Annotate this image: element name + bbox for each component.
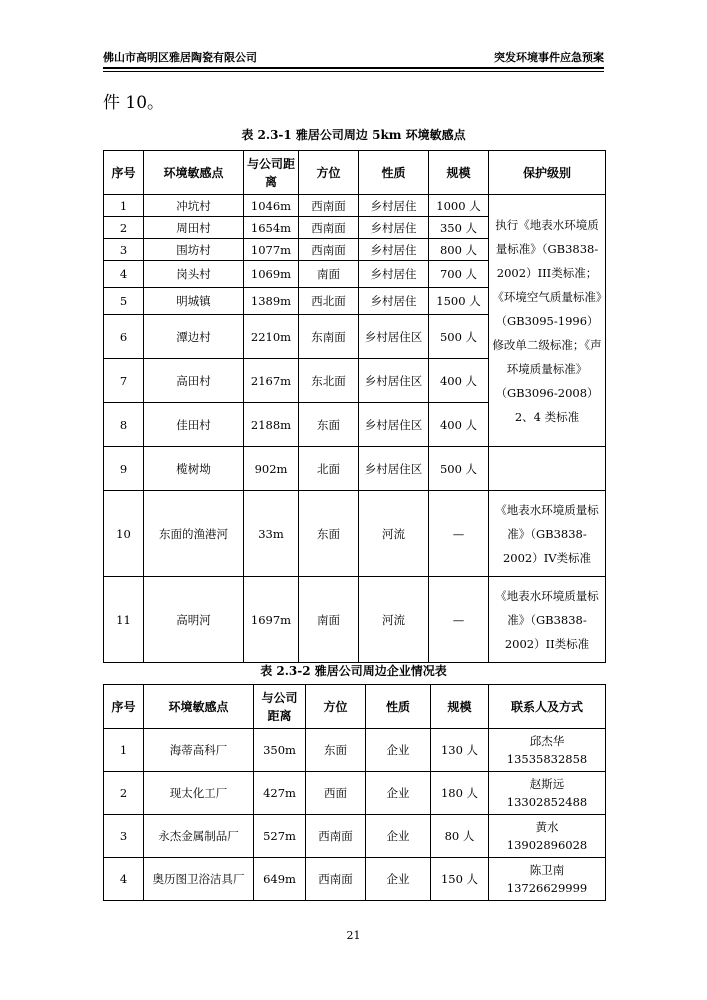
table2-header: 规模 [431, 685, 489, 729]
page-header [103, 49, 604, 65]
contact-phone: 13535832858 [506, 752, 588, 766]
table1-header: 与公司距离 [244, 151, 299, 195]
table1-cell: 北面 [299, 447, 359, 491]
table1-cell: 1697m [244, 577, 299, 663]
table2-header: 联系人及方式 [489, 685, 606, 729]
table1-cell: 南面 [299, 261, 359, 288]
table1-cell: 乡村居住 [359, 288, 429, 315]
table1-cell: 1077m [244, 239, 299, 261]
table1-caption: 表 2.3-1 雅居公司周边 5km 环境敏感点 [241, 128, 466, 142]
table1-cell: 河流 [359, 491, 429, 577]
table1-cell: 围坊村 [144, 239, 244, 261]
table1-cell: 东北面 [299, 359, 359, 403]
table1-cell: 400 人 [429, 359, 489, 403]
table1-cell: 1389m [244, 288, 299, 315]
table2-cell: 1 [104, 729, 144, 772]
table1-header: 方位 [299, 151, 359, 195]
table1-cell: 乡村居住区 [359, 359, 429, 403]
table2-cell: 150 人 [431, 858, 489, 901]
table1-cell: 东南面 [299, 315, 359, 359]
protection-level-cell: 执行《地表水环境质量标准》（GB3838-2002）III类标准；《环境空气质量标准》（GB3095-1996）修改单二级标准；《声环境质量标准》（GB3096-2008）2、4 类标准 [489, 195, 606, 447]
table2-header: 性质 [366, 685, 431, 729]
table1-cell: 西南面 [299, 217, 359, 239]
table2-cell: 企业 [366, 815, 431, 858]
table1-cell: 乡村居住区 [359, 447, 429, 491]
table1-cell: 1000 人 [429, 195, 489, 217]
table1-cell: 岗头村 [144, 261, 244, 288]
table1-cell: 乡村居住区 [359, 403, 429, 447]
table1-cell: 南面 [299, 577, 359, 663]
table1-cell: 2 [104, 217, 144, 239]
table1-cell: 6 [104, 315, 144, 359]
contact-cell [489, 858, 606, 901]
table1-cell: 东面的渔港河 [144, 491, 244, 577]
table2-cell: 奥历图卫浴洁具厂 [144, 858, 254, 901]
table1-header: 保护级别 [489, 151, 606, 195]
table1-cell: — [429, 491, 489, 577]
table1-cell: 902m [244, 447, 299, 491]
protection-level-cell: 《地表水环境质量标准》（GB3838-2002）IV类标准 [489, 491, 606, 577]
table2-cell: 2 [104, 772, 144, 815]
header-doc-title: 突发环境事件应急预案 [494, 51, 604, 64]
table2-cell: 企业 [366, 729, 431, 772]
contact-name: 赵斯远 [529, 777, 565, 791]
contact-name: 黄水 [535, 820, 559, 834]
table1-header: 环境敏感点 [144, 151, 244, 195]
table1-cell: 高田村 [144, 359, 244, 403]
table1-header: 性质 [359, 151, 429, 195]
table1-cell: 西北面 [299, 288, 359, 315]
table2-cell: 180 人 [431, 772, 489, 815]
table2-cell: 350m [254, 729, 306, 772]
table1-cell: 2167m [244, 359, 299, 403]
table2-cell: 东面 [306, 729, 366, 772]
table2-header: 环境敏感点 [144, 685, 254, 729]
table2-cell: 80 人 [431, 815, 489, 858]
table2-cell: 海蒂高科厂 [144, 729, 254, 772]
table1-cell: 乡村居住 [359, 239, 429, 261]
table1-cell: 榄树坳 [144, 447, 244, 491]
table2-cell: 现太化工厂 [144, 772, 254, 815]
table1-cell: 1046m [244, 195, 299, 217]
table-row [104, 772, 606, 815]
table1-cell: 乡村居住区 [359, 315, 429, 359]
table2-cell: 西面 [306, 772, 366, 815]
nearby-enterprises-table [103, 684, 606, 901]
table2-header: 方位 [306, 685, 366, 729]
table1-cell: 周田村 [144, 217, 244, 239]
table1-cell: 东面 [299, 491, 359, 577]
table-row [104, 729, 606, 772]
table2-cell: 3 [104, 815, 144, 858]
table1-cell: 10 [104, 491, 144, 577]
table1-header: 序号 [104, 151, 144, 195]
table1-cell: 高明河 [144, 577, 244, 663]
table2-cell: 企业 [366, 858, 431, 901]
table2-cell: 649m [254, 858, 306, 901]
table-row [104, 447, 606, 491]
table2-cell: 永杰金属制品厂 [144, 815, 254, 858]
table1-cell: 9 [104, 447, 144, 491]
table1-header: 规模 [429, 151, 489, 195]
contact-phone: 13726629999 [506, 881, 588, 895]
table-row [104, 815, 606, 858]
table-row [104, 858, 606, 901]
contact-name: 陈卫南 [529, 863, 565, 877]
table1-cell: 1069m [244, 261, 299, 288]
table2-caption: 表 2.3-2 雅居公司周边企业情况表 [260, 664, 447, 678]
table2-cell: 130 人 [431, 729, 489, 772]
table-row [104, 491, 606, 577]
table1-cell: 2210m [244, 315, 299, 359]
table1-cell: 4 [104, 261, 144, 288]
table1-cell: 3 [104, 239, 144, 261]
contact-cell [489, 815, 606, 858]
table1-cell: 800 人 [429, 239, 489, 261]
table1-cell: 乡村居住 [359, 195, 429, 217]
table1-cell: 1 [104, 195, 144, 217]
table1-cell: 11 [104, 577, 144, 663]
table1-cell: 350 人 [429, 217, 489, 239]
table1-cell: 2188m [244, 403, 299, 447]
table1-cell: 明城镇 [144, 288, 244, 315]
table2-cell: 4 [104, 858, 144, 901]
table-row [104, 195, 606, 217]
table2-header: 序号 [104, 685, 144, 729]
contact-phone: 13302852488 [506, 795, 588, 809]
table1-cell: 乡村居住 [359, 217, 429, 239]
contact-cell [489, 729, 606, 772]
table1-cell: 西南面 [299, 239, 359, 261]
table2-header-row [104, 685, 606, 729]
table1-cell: 佳田村 [144, 403, 244, 447]
table1-cell: 东面 [299, 403, 359, 447]
table2-cell: 企业 [366, 772, 431, 815]
empty-cell [489, 447, 606, 491]
header-rule-thin [103, 71, 604, 72]
table-row [104, 577, 606, 663]
table1-cell: 河流 [359, 577, 429, 663]
table2-cell: 527m [254, 815, 306, 858]
page-number: 21 [346, 929, 361, 942]
table1-cell: 700 人 [429, 261, 489, 288]
sensitive-points-table [103, 150, 606, 663]
table1-cell: 500 人 [429, 315, 489, 359]
table1-cell: 1654m [244, 217, 299, 239]
table1-cell: 乡村居住 [359, 261, 429, 288]
table2-header: 与公司距离 [254, 685, 306, 729]
table1-cell: 潭边村 [144, 315, 244, 359]
table1-cell: 400 人 [429, 403, 489, 447]
table2-cell: 427m [254, 772, 306, 815]
table1-cell: 西南面 [299, 195, 359, 217]
contact-name: 邱杰华 [529, 734, 565, 748]
table1-cell: 33m [244, 491, 299, 577]
table1-cell: — [429, 577, 489, 663]
header-rule [103, 67, 604, 69]
table2-cell: 西南面 [306, 858, 366, 901]
protection-level-cell: 《地表水环境质量标准》（GB3838-2002）II类标准 [489, 577, 606, 663]
contact-phone: 13902896028 [506, 838, 588, 852]
table1-cell: 冲坑村 [144, 195, 244, 217]
table1-cell: 5 [104, 288, 144, 315]
table2-cell: 西南面 [306, 815, 366, 858]
contact-cell [489, 772, 606, 815]
table1-cell: 7 [104, 359, 144, 403]
table1-cell: 1500 人 [429, 288, 489, 315]
continuation-text: 件 10。 [103, 93, 165, 113]
table1-cell: 500 人 [429, 447, 489, 491]
header-company: 佛山市高明区雅居陶瓷有限公司 [103, 51, 257, 64]
table1-header-row [104, 151, 606, 195]
table1-cell: 8 [104, 403, 144, 447]
